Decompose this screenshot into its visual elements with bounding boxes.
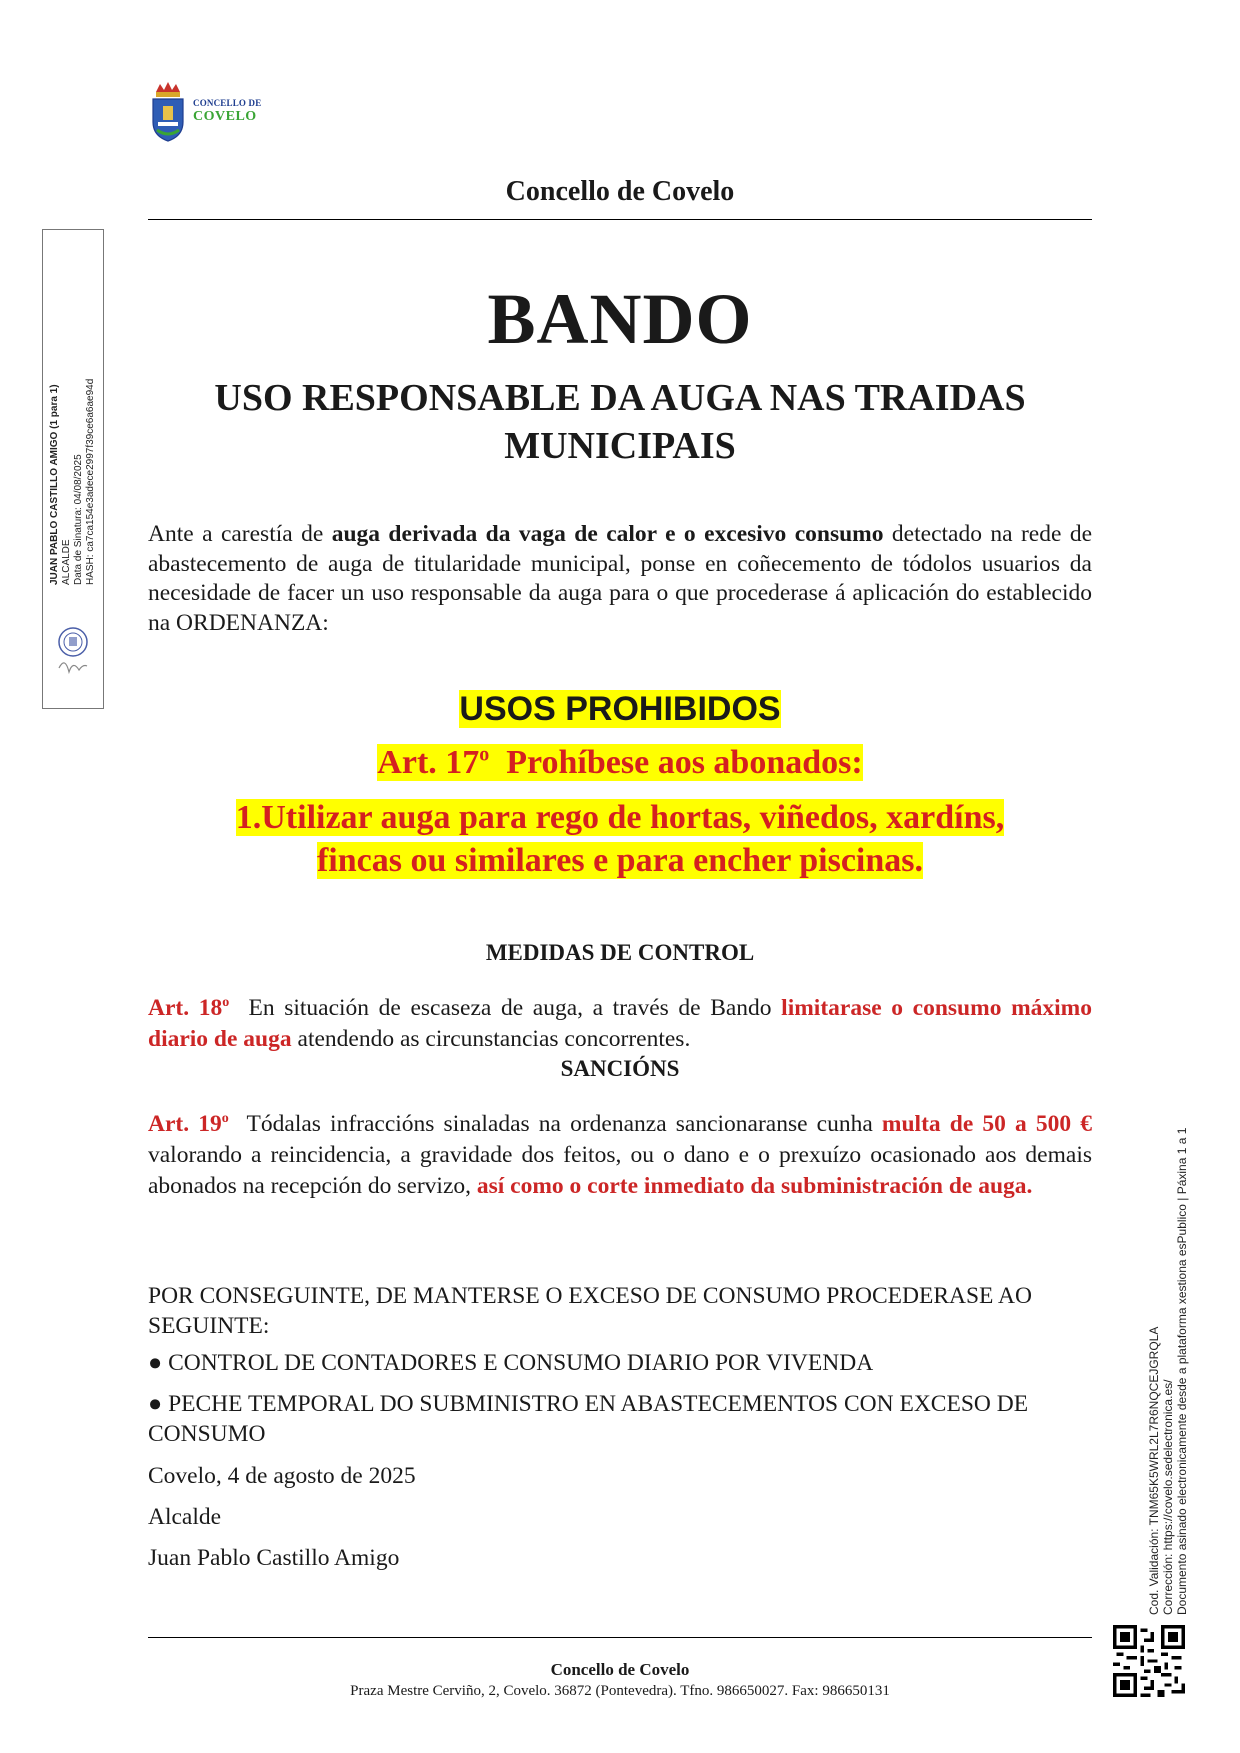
qr-code-icon[interactable]: [1113, 1625, 1185, 1697]
signature-stamp-hash: HASH: ca7ca154e3adece2997f39ce6a6ae94d: [85, 378, 96, 585]
signature-stamp-date: Data de Sinatura: 04/08/2025: [73, 454, 84, 585]
signature-stamp-text: [49, 379, 97, 585]
signature-stamp-name: JUAN PABLO CASTILLO AMIGO (1 para 1): [49, 384, 60, 585]
signature-stamp: [42, 229, 104, 709]
place-and-date: Covelo, 4 de agosto de 2025: [148, 1463, 416, 1489]
signature-stamp-role: ALCALDE: [61, 539, 72, 585]
document-subtitle: USO RESPONSABLE DA AUGA NAS TRAIDAS MUNICIPAIS: [214, 377, 1026, 467]
article-18-paragraph: [148, 987, 1092, 1055]
validation-code: Cod. Validación: TNM65K5WRL2L7R6NQCEJGRQLA: [1147, 1326, 1161, 1615]
footer-address: Praza Mestre Cerviño, 2, Covelo. 36872 (Pontevedra). Tfno. 986650027. Fax: 986650131: [350, 1683, 890, 1699]
article-19-fine: multa de 50 a 500 €: [881, 1110, 1092, 1137]
intro-text-end: detectado na rede de abastecemento de auga de titularidade municipal, ponse en coñecemento de tódolos usuarios da necesidade de facer un uso responsable da auga para o que procederase á aplicación do establecido na ORDENANZA:: [148, 521, 1093, 636]
prohibited-item-1: [148, 796, 1092, 882]
consequence-bullet-1: ● CONTROL DE CONTADORES E CONSUMO DIARIO POR VIVENDA: [148, 1350, 874, 1376]
article-19-text-middle: valorando a reincidencia, a gravidade dos feitos, ou o dano e o prexuízo ocasionado aos demais abonados na recepción do servizo,: [148, 1141, 1092, 1199]
article-19-ordinal: o: [221, 1111, 229, 1126]
validation-document-info: Documento asinado electronicamente desde a plataforma xestiona esPublico | Páxina 1 a 1: [1175, 1127, 1189, 1615]
article-18-highlight: limitarase o consumo máximo diario de auga: [148, 994, 1092, 1052]
article-17-label: Art. 17: [377, 744, 480, 782]
concello-logo: [148, 78, 278, 150]
prohibited-uses-heading: [148, 690, 1092, 729]
header-title: Concello de Covelo: [505, 176, 735, 207]
intro-paragraph: [148, 520, 1092, 638]
footer-divider: [148, 1637, 1092, 1638]
prohibited-uses-title: USOS PROHIBIDOS: [459, 690, 781, 728]
signer-role: Alcalde: [148, 1504, 222, 1530]
signer-name: Juan Pablo Castillo Amigo: [148, 1545, 400, 1571]
article-18-text-start: En situación de escaseza de auga, a través de Bando: [229, 994, 782, 1021]
footer-title: Concello de Covelo: [550, 1660, 690, 1679]
intro-text-bold: auga derivada da vaga de calor e o excesivo consumo: [331, 521, 884, 547]
signature-seal-icon: [53, 620, 93, 682]
header-divider: [148, 219, 1092, 220]
article-17-heading: [148, 744, 1092, 782]
article-17-text: Prohíbese aos abonados:: [489, 744, 863, 782]
coat-of-arms-icon: [148, 78, 188, 148]
article-17-ordinal: o: [479, 744, 490, 766]
article-18-text-end: atendendo as circunstancias concorrentes.: [291, 1025, 691, 1052]
article-18-ordinal: o: [222, 995, 230, 1010]
sanctions-heading: SANCIÓNS: [560, 1056, 680, 1081]
prohibited-item-line-1: 1.Utilizar auga para rego de hortas, viñedos, xardíns,: [235, 799, 1005, 836]
document-title: BANDO: [487, 279, 753, 359]
article-19-label: Art. 19: [148, 1110, 222, 1137]
validation-text: [1147, 1128, 1189, 1615]
logo-text-top: CONCELLO DE: [193, 98, 262, 108]
consequence-intro: POR CONSEGUINTE, DE MANTERSE O EXCESO DE CONSUMO PROCEDERASE AO SEGUINTE:: [148, 1283, 1032, 1339]
article-19-supply-cut: así como o corte inmediato da subministración de auga.: [476, 1172, 1033, 1199]
intro-text-start: Ante a carestía de: [148, 521, 332, 547]
prohibited-item-line-2: fincas ou similares e para encher piscinas.: [316, 842, 924, 879]
article-18-label: Art. 18: [148, 994, 223, 1021]
validation-url: Corrección: https://covelo.sedelectronica.es/: [1161, 1379, 1175, 1615]
logo-text-bottom: COVELO: [193, 109, 257, 124]
control-measures-heading: MEDIDAS DE CONTROL: [485, 940, 755, 965]
article-19-text-start: Tódalas infraccións sinaladas na ordenanza sancionaranse cunha: [228, 1110, 882, 1137]
consequence-bullet-2: ● PECHE TEMPORAL DO SUBMINISTRO EN ABASTECEMENTOS CON EXCESO DE CONSUMO: [148, 1391, 1029, 1447]
article-19-paragraph: [148, 1103, 1092, 1202]
